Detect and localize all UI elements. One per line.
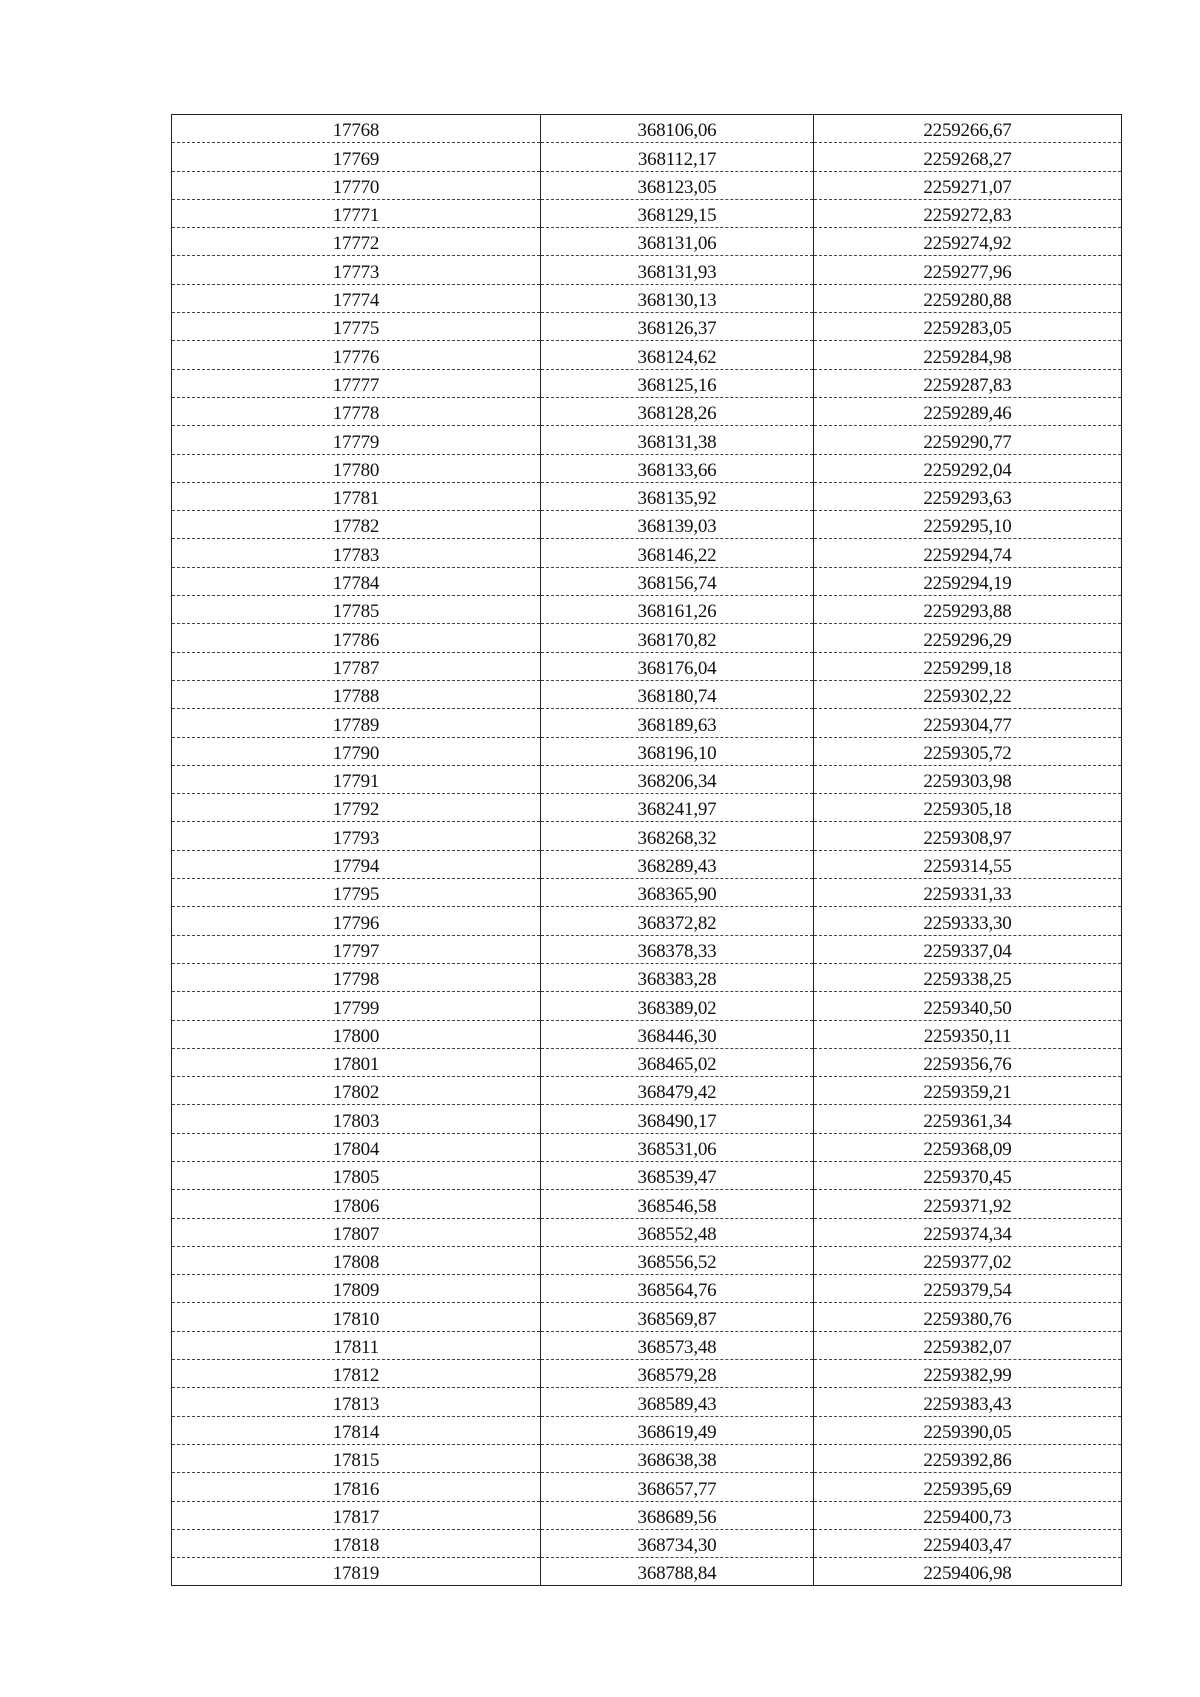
x-coordinate-cell: 368573,48 [541, 1331, 814, 1359]
x-coordinate-cell: 368531,06 [541, 1133, 814, 1161]
point-number-cell: 17801 [172, 1048, 541, 1076]
table-row [172, 256, 1122, 284]
x-coordinate-cell: 368657,77 [541, 1473, 814, 1501]
y-coordinate-cell: 2259266,67 [814, 115, 1122, 143]
table-row [172, 624, 1122, 652]
point-number-cell: 17810 [172, 1303, 541, 1331]
table-row [172, 313, 1122, 341]
point-number-cell: 17815 [172, 1444, 541, 1472]
table-row [172, 1444, 1122, 1472]
point-number-cell: 17784 [172, 567, 541, 595]
y-coordinate-cell: 2259379,54 [814, 1275, 1122, 1303]
y-coordinate-cell: 2259403,47 [814, 1529, 1122, 1557]
y-coordinate-cell: 2259293,88 [814, 596, 1122, 624]
table-row [172, 992, 1122, 1020]
table-row [172, 1501, 1122, 1529]
table-row [172, 1190, 1122, 1218]
point-number-cell: 17811 [172, 1331, 541, 1359]
table-row [172, 1077, 1122, 1105]
y-coordinate-cell: 2259333,30 [814, 907, 1122, 935]
x-coordinate-cell: 368479,42 [541, 1077, 814, 1105]
table-row [172, 1020, 1122, 1048]
point-number-cell: 17819 [172, 1558, 541, 1586]
table-row [172, 1473, 1122, 1501]
x-coordinate-cell: 368788,84 [541, 1558, 814, 1586]
point-number-cell: 17813 [172, 1388, 541, 1416]
y-coordinate-cell: 2259356,76 [814, 1048, 1122, 1076]
table-row [172, 652, 1122, 680]
y-coordinate-cell: 2259337,04 [814, 935, 1122, 963]
y-coordinate-cell: 2259302,22 [814, 680, 1122, 708]
point-number-cell: 17816 [172, 1473, 541, 1501]
y-coordinate-cell: 2259314,55 [814, 850, 1122, 878]
y-coordinate-cell: 2259400,73 [814, 1501, 1122, 1529]
x-coordinate-cell: 368378,33 [541, 935, 814, 963]
table-row [172, 850, 1122, 878]
y-coordinate-cell: 2259277,96 [814, 256, 1122, 284]
y-coordinate-cell: 2259374,34 [814, 1218, 1122, 1246]
x-coordinate-cell: 368135,92 [541, 482, 814, 510]
x-coordinate-cell: 368161,26 [541, 596, 814, 624]
y-coordinate-cell: 2259305,72 [814, 737, 1122, 765]
table-row [172, 822, 1122, 850]
y-coordinate-cell: 2259350,11 [814, 1020, 1122, 1048]
y-coordinate-cell: 2259338,25 [814, 963, 1122, 991]
table-row [172, 199, 1122, 227]
x-coordinate-cell: 368552,48 [541, 1218, 814, 1246]
table-row [172, 511, 1122, 539]
x-coordinate-cell: 368124,62 [541, 341, 814, 369]
point-number-cell: 17774 [172, 284, 541, 312]
x-coordinate-cell: 368126,37 [541, 313, 814, 341]
table-row [172, 369, 1122, 397]
y-coordinate-cell: 2259331,33 [814, 879, 1122, 907]
table-row [172, 171, 1122, 199]
x-coordinate-cell: 368539,47 [541, 1161, 814, 1189]
table-row [172, 567, 1122, 595]
y-coordinate-cell: 2259361,34 [814, 1105, 1122, 1133]
x-coordinate-cell: 368129,15 [541, 199, 814, 227]
point-number-cell: 17799 [172, 992, 541, 1020]
x-coordinate-cell: 368490,17 [541, 1105, 814, 1133]
table-row [172, 1416, 1122, 1444]
x-coordinate-cell: 368131,06 [541, 228, 814, 256]
point-number-cell: 17792 [172, 794, 541, 822]
point-number-cell: 17768 [172, 115, 541, 143]
y-coordinate-cell: 2259370,45 [814, 1161, 1122, 1189]
table-row [172, 737, 1122, 765]
point-number-cell: 17817 [172, 1501, 541, 1529]
y-coordinate-cell: 2259305,18 [814, 794, 1122, 822]
x-coordinate-cell: 368638,38 [541, 1444, 814, 1472]
point-number-cell: 17782 [172, 511, 541, 539]
coordinates-table [171, 114, 1122, 1586]
x-coordinate-cell: 368241,97 [541, 794, 814, 822]
point-number-cell: 17802 [172, 1077, 541, 1105]
x-coordinate-cell: 368176,04 [541, 652, 814, 680]
point-number-cell: 17776 [172, 341, 541, 369]
point-number-cell: 17771 [172, 199, 541, 227]
point-number-cell: 17786 [172, 624, 541, 652]
y-coordinate-cell: 2259280,88 [814, 284, 1122, 312]
table-row [172, 454, 1122, 482]
point-number-cell: 17778 [172, 397, 541, 425]
y-coordinate-cell: 2259340,50 [814, 992, 1122, 1020]
x-coordinate-cell: 368146,22 [541, 539, 814, 567]
x-coordinate-cell: 368180,74 [541, 680, 814, 708]
point-number-cell: 17797 [172, 935, 541, 963]
y-coordinate-cell: 2259274,92 [814, 228, 1122, 256]
table-row [172, 397, 1122, 425]
y-coordinate-cell: 2259303,98 [814, 765, 1122, 793]
table-row [172, 1218, 1122, 1246]
x-coordinate-cell: 368156,74 [541, 567, 814, 595]
table-row [172, 1048, 1122, 1076]
table-row [172, 907, 1122, 935]
table-row [172, 1303, 1122, 1331]
y-coordinate-cell: 2259296,29 [814, 624, 1122, 652]
point-number-cell: 17804 [172, 1133, 541, 1161]
x-coordinate-cell: 368289,43 [541, 850, 814, 878]
point-number-cell: 17806 [172, 1190, 541, 1218]
table-row [172, 596, 1122, 624]
y-coordinate-cell: 2259295,10 [814, 511, 1122, 539]
point-number-cell: 17794 [172, 850, 541, 878]
y-coordinate-cell: 2259308,97 [814, 822, 1122, 850]
y-coordinate-cell: 2259359,21 [814, 1077, 1122, 1105]
point-number-cell: 17808 [172, 1246, 541, 1274]
point-number-cell: 17783 [172, 539, 541, 567]
table-row [172, 879, 1122, 907]
y-coordinate-cell: 2259268,27 [814, 143, 1122, 171]
point-number-cell: 17789 [172, 709, 541, 737]
point-number-cell: 17793 [172, 822, 541, 850]
y-coordinate-cell: 2259272,83 [814, 199, 1122, 227]
table-row [172, 1161, 1122, 1189]
y-coordinate-cell: 2259294,19 [814, 567, 1122, 595]
table-row [172, 1275, 1122, 1303]
point-number-cell: 17779 [172, 426, 541, 454]
point-number-cell: 17777 [172, 369, 541, 397]
y-coordinate-cell: 2259392,86 [814, 1444, 1122, 1472]
table-row [172, 765, 1122, 793]
point-number-cell: 17770 [172, 171, 541, 199]
y-coordinate-cell: 2259406,98 [814, 1558, 1122, 1586]
y-coordinate-cell: 2259383,43 [814, 1388, 1122, 1416]
x-coordinate-cell: 368564,76 [541, 1275, 814, 1303]
table-row [172, 794, 1122, 822]
y-coordinate-cell: 2259382,07 [814, 1331, 1122, 1359]
table-row [172, 143, 1122, 171]
point-number-cell: 17809 [172, 1275, 541, 1303]
point-number-cell: 17775 [172, 313, 541, 341]
point-number-cell: 17796 [172, 907, 541, 935]
table-row [172, 284, 1122, 312]
x-coordinate-cell: 368619,49 [541, 1416, 814, 1444]
point-number-cell: 17772 [172, 228, 541, 256]
table-row [172, 680, 1122, 708]
y-coordinate-cell: 2259368,09 [814, 1133, 1122, 1161]
table-row [172, 963, 1122, 991]
y-coordinate-cell: 2259292,04 [814, 454, 1122, 482]
x-coordinate-cell: 368123,05 [541, 171, 814, 199]
x-coordinate-cell: 368131,38 [541, 426, 814, 454]
table-row [172, 1246, 1122, 1274]
table-row [172, 228, 1122, 256]
x-coordinate-cell: 368189,63 [541, 709, 814, 737]
point-number-cell: 17781 [172, 482, 541, 510]
table-row [172, 482, 1122, 510]
y-coordinate-cell: 2259395,69 [814, 1473, 1122, 1501]
x-coordinate-cell: 368689,56 [541, 1501, 814, 1529]
x-coordinate-cell: 368589,43 [541, 1388, 814, 1416]
point-number-cell: 17814 [172, 1416, 541, 1444]
x-coordinate-cell: 368365,90 [541, 879, 814, 907]
point-number-cell: 17800 [172, 1020, 541, 1048]
table-row [172, 1529, 1122, 1557]
table-row [172, 115, 1122, 143]
table-row [172, 1388, 1122, 1416]
x-coordinate-cell: 368569,87 [541, 1303, 814, 1331]
x-coordinate-cell: 368446,30 [541, 1020, 814, 1048]
y-coordinate-cell: 2259289,46 [814, 397, 1122, 425]
x-coordinate-cell: 368139,03 [541, 511, 814, 539]
x-coordinate-cell: 368389,02 [541, 992, 814, 1020]
y-coordinate-cell: 2259390,05 [814, 1416, 1122, 1444]
x-coordinate-cell: 368196,10 [541, 737, 814, 765]
x-coordinate-cell: 368268,32 [541, 822, 814, 850]
coordinates-table-body [172, 115, 1122, 1586]
x-coordinate-cell: 368383,28 [541, 963, 814, 991]
x-coordinate-cell: 368130,13 [541, 284, 814, 312]
y-coordinate-cell: 2259293,63 [814, 482, 1122, 510]
y-coordinate-cell: 2259377,02 [814, 1246, 1122, 1274]
x-coordinate-cell: 368133,66 [541, 454, 814, 482]
point-number-cell: 17803 [172, 1105, 541, 1133]
y-coordinate-cell: 2259271,07 [814, 171, 1122, 199]
point-number-cell: 17785 [172, 596, 541, 624]
point-number-cell: 17790 [172, 737, 541, 765]
point-number-cell: 17769 [172, 143, 541, 171]
y-coordinate-cell: 2259382,99 [814, 1360, 1122, 1388]
table-row [172, 1133, 1122, 1161]
point-number-cell: 17773 [172, 256, 541, 284]
y-coordinate-cell: 2259371,92 [814, 1190, 1122, 1218]
x-coordinate-cell: 368131,93 [541, 256, 814, 284]
table-row [172, 1360, 1122, 1388]
point-number-cell: 17787 [172, 652, 541, 680]
point-number-cell: 17805 [172, 1161, 541, 1189]
x-coordinate-cell: 368556,52 [541, 1246, 814, 1274]
table-row [172, 539, 1122, 567]
x-coordinate-cell: 368128,26 [541, 397, 814, 425]
x-coordinate-cell: 368112,17 [541, 143, 814, 171]
y-coordinate-cell: 2259380,76 [814, 1303, 1122, 1331]
x-coordinate-cell: 368579,28 [541, 1360, 814, 1388]
point-number-cell: 17818 [172, 1529, 541, 1557]
point-number-cell: 17791 [172, 765, 541, 793]
table-row [172, 1105, 1122, 1133]
y-coordinate-cell: 2259294,74 [814, 539, 1122, 567]
x-coordinate-cell: 368106,06 [541, 115, 814, 143]
y-coordinate-cell: 2259283,05 [814, 313, 1122, 341]
x-coordinate-cell: 368372,82 [541, 907, 814, 935]
table-row [172, 709, 1122, 737]
x-coordinate-cell: 368206,34 [541, 765, 814, 793]
table-row [172, 341, 1122, 369]
point-number-cell: 17795 [172, 879, 541, 907]
x-coordinate-cell: 368465,02 [541, 1048, 814, 1076]
y-coordinate-cell: 2259284,98 [814, 341, 1122, 369]
y-coordinate-cell: 2259290,77 [814, 426, 1122, 454]
table-row [172, 1558, 1122, 1586]
x-coordinate-cell: 368734,30 [541, 1529, 814, 1557]
y-coordinate-cell: 2259287,83 [814, 369, 1122, 397]
table-row [172, 1331, 1122, 1359]
x-coordinate-cell: 368546,58 [541, 1190, 814, 1218]
table-row [172, 426, 1122, 454]
x-coordinate-cell: 368170,82 [541, 624, 814, 652]
table-row [172, 935, 1122, 963]
point-number-cell: 17798 [172, 963, 541, 991]
point-number-cell: 17812 [172, 1360, 541, 1388]
point-number-cell: 17788 [172, 680, 541, 708]
point-number-cell: 17807 [172, 1218, 541, 1246]
y-coordinate-cell: 2259299,18 [814, 652, 1122, 680]
y-coordinate-cell: 2259304,77 [814, 709, 1122, 737]
x-coordinate-cell: 368125,16 [541, 369, 814, 397]
point-number-cell: 17780 [172, 454, 541, 482]
